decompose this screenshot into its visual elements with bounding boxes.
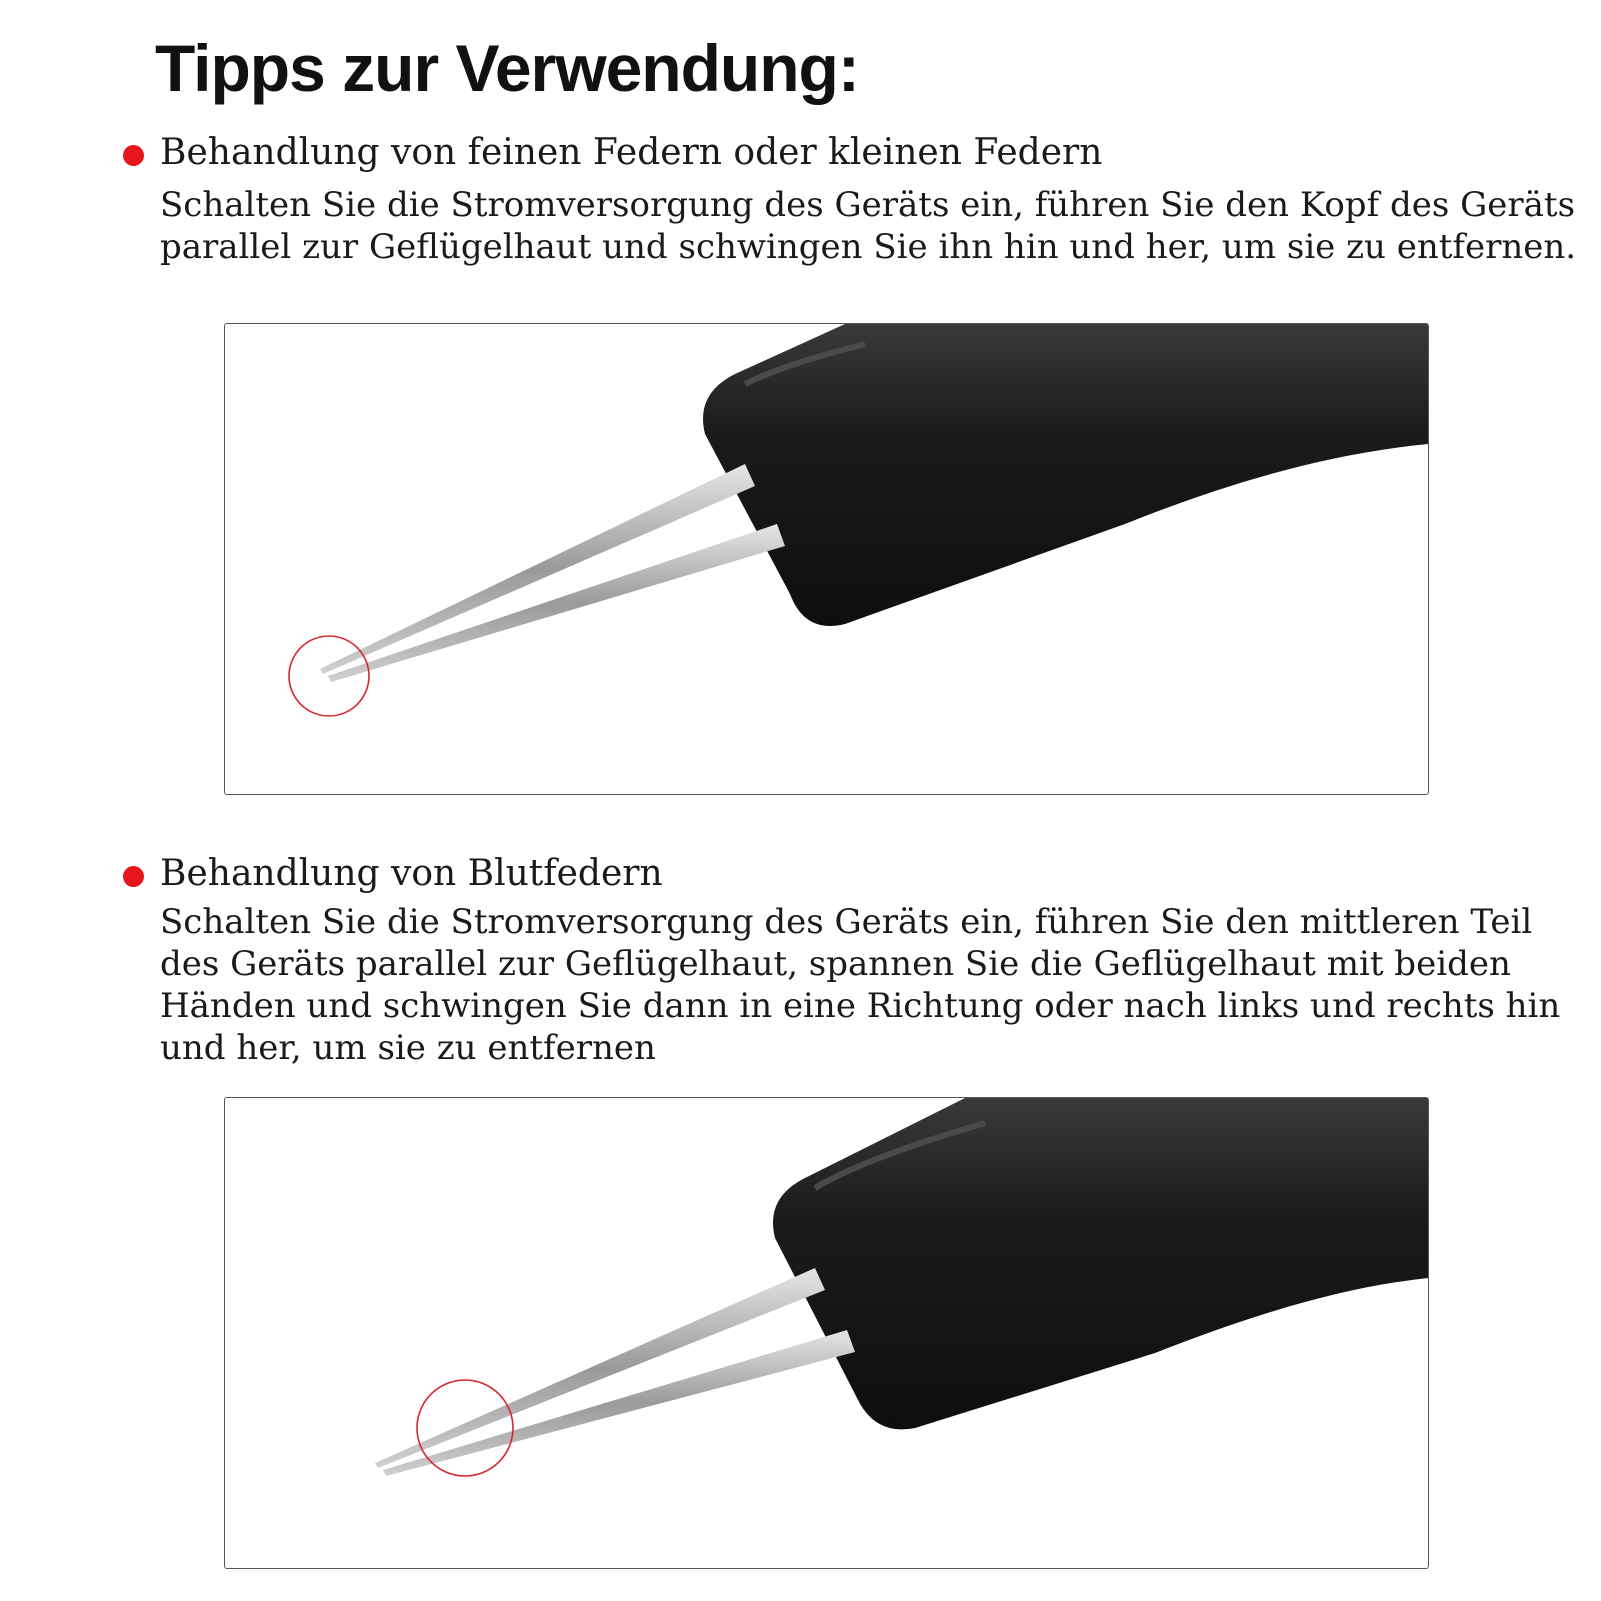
section-1-description: Schalten Sie die Stromversorgung des Geräts ein, führen Sie den Kopf des Geräts parallel zur Geflügelhaut und schwingen Sie ihn hin und her, um sie zu entfernen. <box>160 185 1577 267</box>
device-tip-lower <box>328 524 785 682</box>
device-photo-panel-1 <box>224 323 1429 795</box>
section-2-description: Schalten Sie die Stromversorgung des Geräts ein, führen Sie den mittleren Teil des Geräts parallel zur Geflügelhaut, spannen Sie die Geflügelhaut mit beiden Händen und schwingen Sie dann in eine Richtung oder nach links und rechts hin und her, um sie zu entfernen <box>160 902 1561 1068</box>
page-title: Tipps zur Verwendung: <box>155 31 859 105</box>
device-tip-lower <box>383 1330 855 1476</box>
bullet-dot-icon <box>123 145 144 166</box>
device-photo-illustration <box>225 1098 1428 1568</box>
section-1-heading: Behandlung von feinen Federn oder kleinen Federn <box>160 132 1103 173</box>
bullet-dot-icon <box>123 866 144 887</box>
device-handle <box>773 1098 1428 1429</box>
section-2-heading: Behandlung von Blutfedern <box>160 853 663 894</box>
device-handle <box>703 324 1428 626</box>
device-photo-panel-2 <box>224 1097 1429 1569</box>
device-photo-illustration <box>225 324 1428 794</box>
